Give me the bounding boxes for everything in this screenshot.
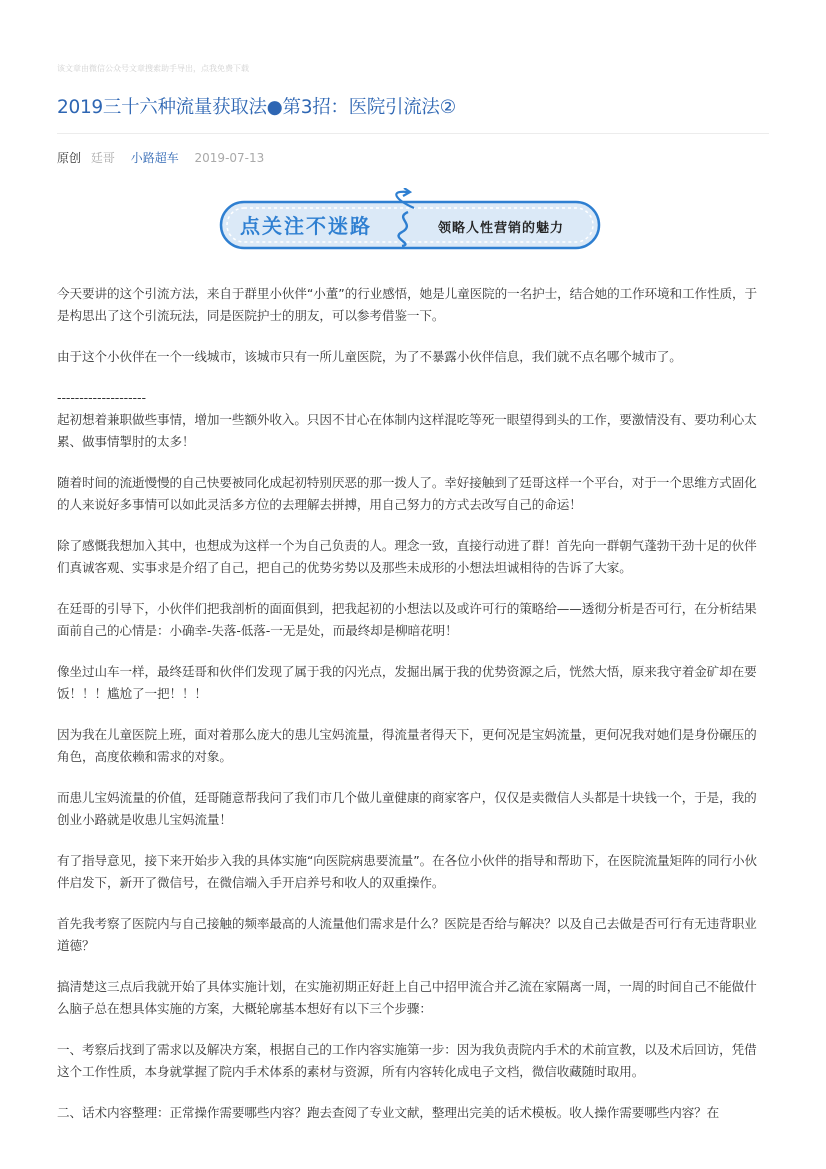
article-paragraph: 首先我考察了医院内与自己接触的频率最高的人流量他们需求是什么？医院是否给与解决？以及自己去做是否可行有无违背职业道德？ <box>57 916 757 953</box>
article-paragraph: 起初想着兼职做些事情，增加一些额外收入。只因不甘心在体制内这样混吃等死一眼望得到头的工作，要激情没有、要功利心太累、做事情掣肘的太多！ <box>57 412 757 449</box>
banner-right-text: 领略人性营销的魅力 <box>438 221 565 236</box>
section-separator: -------------------- <box>57 390 146 405</box>
article-title: 2019三十六种流量获取法●第3招：医院引流法② <box>57 97 456 118</box>
article-paragraph: 除了感慨我想加入其中，也想成为这样一个为自己负责的人。理念一致，直接行动进了群！首先向一群朝气蓬勃干劲十足的伙伴们真诚客观、实事求是介绍了自己，把自己的优势劣势以及那些未成形的小想法坦诚相待的告诉了大家。 <box>57 538 757 575</box>
article-paragraph: 在廷哥的引导下，小伙伴们把我剖析的面面俱到，把我起初的小想法以及或许可行的策略给——透彻分析是否可行，在分析结果面前自己的心情是：小确幸-失落-低落-一无是处，而最终却是柳暗花明！ <box>57 601 757 638</box>
account-link[interactable]: 小路超车 <box>130 151 179 165</box>
article-body <box>57 283 769 1143</box>
banner-left-text: 点关注不迷路 <box>240 214 372 238</box>
article-paragraph: 由于这个小伙伴在一个一线城市，该城市只有一所儿童医院，为了不暴露小伙伴信息，我们就不点名哪个城市了。 <box>57 349 682 364</box>
follow-banner <box>218 188 602 252</box>
follow-banner-graphic <box>218 188 602 252</box>
article-paragraph: 有了指导意见，接下来开始步入我的具体实施“向医院病患要流量”。在各位小伙伴的指导和帮助下，在医院流量矩阵的同行小伙伴启发下，新开了微信号，在微信端入手开启养号和收人的双重操作。 <box>57 853 758 890</box>
article-paragraph: 因为我在儿童医院上班，面对着那么庞大的患儿宝妈流量，得流量者得天下，更何况是宝妈流量，更何况我对她们是身份碾压的角色，高度依赖和需求的对象。 <box>57 727 757 764</box>
author-name: 廷哥 <box>90 151 115 165</box>
article-paragraph: 随着时间的流逝慢慢的自己快要被同化成起初特别厌恶的那一拨人了。幸好接触到了廷哥这样一个平台，对于一个思维方式固化的人来说好多事情可以如此灵活多方位的去理解去拼搏，用自己努力的方式去改写自己的命运！ <box>57 475 757 512</box>
title-divider <box>57 133 769 134</box>
article-paragraph: 二、话术内容整理：正常操作需要哪些内容？跑去查阅了专业文献，整理出完美的话术模板。收人操作需要哪些内容？在 <box>57 1105 720 1120</box>
publish-date: 2019-07-13 <box>194 151 265 165</box>
article-paragraph: 像坐过山车一样，最终廷哥和伙伴们发现了属于我的闪光点，发掘出属于我的优势资源之后，恍然大悟，原来我守着金矿却在要饭！！！尴尬了一把！！！ <box>57 664 757 701</box>
export-notice-link[interactable]: 该文章由微信公众号文章搜索助手导出，点我免费下载 <box>57 64 249 73</box>
original-label: 原创 <box>57 151 82 165</box>
article-paragraph: 而患儿宝妈流量的价值，廷哥随意帮我问了我们市几个做儿童健康的商家客户，仅仅是卖微信人头都是十块钱一个，于是，我的创业小路就是收患儿宝妈流量！ <box>57 790 757 827</box>
article-meta <box>57 150 769 166</box>
article-header <box>57 0 769 166</box>
article-paragraph: 今天要讲的这个引流方法，来自于群里小伙伴“小董”的行业感悟，她是儿童医院的一名护士，结合她的工作环境和工作性质，于是构思出了这个引流玩法，同是医院护士的朋友，可以参考借鉴一下。 <box>57 286 758 323</box>
article-paragraph: 一、考察后找到了需求以及解决方案，根据自己的工作内容实施第一步：因为我负责院内手术的术前宣教，以及术后回访，凭借这个工作性质，本身就掌握了院内手术体系的素材与资源，所有内容转化成电子文档，微信收藏随时取用。 <box>57 1042 757 1079</box>
article-paragraph: 搞清楚这三点后我就开始了具体实施计划，在实施初期正好赶上自己中招甲流合并乙流在家隔离一周，一周的时间自己不能做什么脑子总在想具体实施的方案，大概轮廓基本想好有以下三个步骤： <box>57 979 757 1016</box>
